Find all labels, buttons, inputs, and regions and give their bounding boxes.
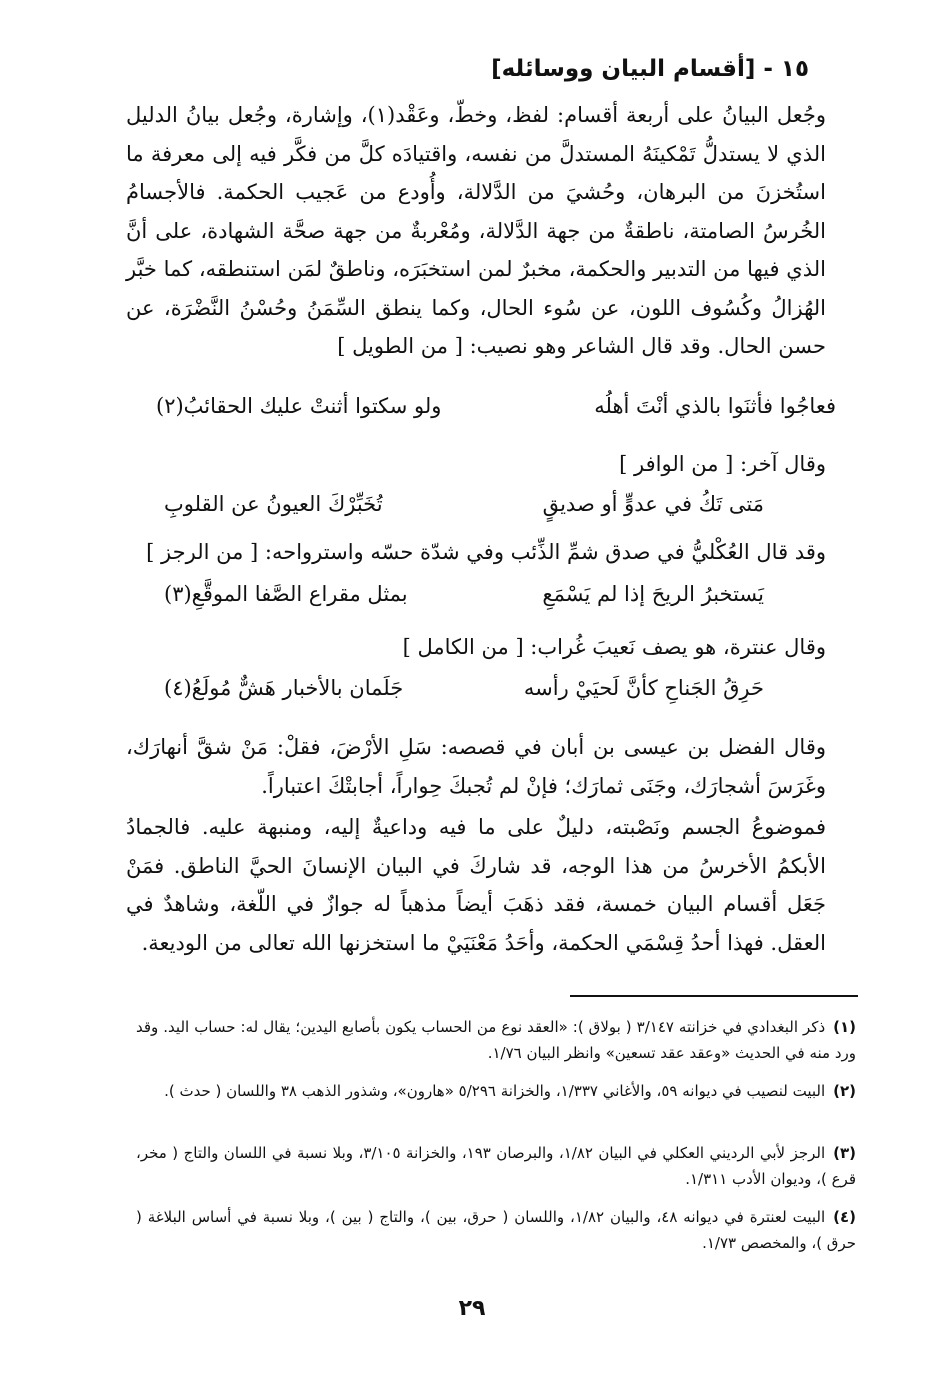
footnote-4 — [136, 1204, 856, 1256]
verse-4-first-hemistich: حَرِقُ الجَناحِ كأنَّ لَحيَيْ رأسه — [523, 676, 764, 700]
paragraph-1: وجُعل البيانُ على أربعة أقسام: لفظ، وخطّ، وعَقْد(١)، وإشارة، وجُعل بيانُ الدليل الذي لا يستدلُّ تَمْكينَهُ المستدلَّ من نفسه، واقتيادَه كلَّ من فكَّر فيه إلى معرفة ما استُخزنَ من البرهان، وحُشيَ من الدَّلالة، وأُودع من عَجيب الحكمة. فالأجسامُ الخُرسُ الصامتة، ناطقةٌ من جهة الدَّلالة، ومُعْربةٌ من جهة صحَّة الشهادة، على أنَّ الذي فيها من التدبير والحكمة، مخبرٌ لمن استخبَرَه، وناطقٌ لمَن استنطقه، كما خبَّر الهُزالُ وكُسُوف اللون، عن سُوء الحال، وكما ينطق السِّمَنُ وحُسْنُ النَّضْرَة، عن حسن الحال. وقد قال الشاعر وهو نصيب: [ من الطويل ] — [126, 103, 827, 358]
verse-2 — [164, 492, 764, 516]
verse-4-second-hemistich: جَلَمان بالأخبار هَشٌّ مُولَعُ(٤) — [164, 676, 404, 700]
intro-3: وقد قال العُكْليُّ في صدق شمِّ الذِّئب وفي شدّة حسّه واسترواحه: [ من الرجز ] — [146, 540, 826, 564]
paragraph-2: وقال الفضل بن عيسى بن أبان في قصصه: سَلِ الأرْضَ، فقلْ: مَنْ شقَّ أنهارَك، وغَرَسَ أشجارَك، وجَنَى ثمارَك؛ فإنْ لم تُجبكَ حِواراً، أجابتْكَ اعتباراً. — [126, 735, 826, 798]
verse-1-first-hemistich: فعاجُوا فأثنَوا بالذي أنْتَ أهلُه — [594, 394, 836, 418]
footnote-3-text: الرجز لأبي الرديني العكلي في البيان ١/٨٢، والبرصان ١٩٣، والخزانة ٣/١٠٥، وبلا نسبة في اللسان والتاج ( مخر، قرع )، وديوان الأدب ١/٣١١. — [136, 1144, 856, 1188]
intro-4: وقال عنترة، هو يصف نَعيبَ غُراب: [ من الكامل ] — [402, 635, 826, 659]
verse-4 — [164, 676, 764, 700]
paragraph-3: فموضوعُ الجسم ونَصْبته، دليلٌ على ما فيه وداعيةٌ إليه، ومنبهة عليه. فالجمادُ الأبكمُ الأخرسُ من هذا الوجه، قد شاركَ في البيان الإنسانَ الحيَّ الناطق. فمَنْ جَعَل أقسام البيان خمسة، فقد ذهَبَ أيضاً مذهباً له جوازٌ في اللّغة، وشاهدٌ في العقل. فهذا أحدُ قِسْمَي الحكمة، وأحَدُ مَعْنَيَيْ ما استخزنها الله تعالى من الوديعة. — [126, 815, 826, 955]
footnote-4-text: البيت لعنترة في ديوانه ٤٨، والبيان ١/٨٢، واللسان ( حرق، بين )، والتاج ( بين )، وبلا نسبة في أساس البلاغة ( حرق )، والمخصص ١/٧٣. — [136, 1208, 856, 1252]
page-number: ٢٩ — [458, 1296, 486, 1321]
footnote-1-text: ذكر البغدادي في خزانته ٣/١٤٧ ( بولاق ): «العقد نوع من الحساب يكون بأصابع اليدين؛ يقال له: حساب اليد. وقد ورد منه في الحديث «وعقد عقد تسعين» وانظر البيان ١/٧٦. — [136, 1018, 856, 1062]
footnote-1-number: (١) — [833, 1018, 856, 1036]
footnote-2-number: (٢) — [833, 1082, 856, 1100]
footnote-3-number: (٣) — [833, 1144, 857, 1162]
verse-2-first-hemistich: مَتى تَكُ في عدوٍّ أو صديقٍ — [542, 492, 764, 516]
footnote-1 — [136, 1014, 856, 1066]
footnote-2 — [136, 1078, 856, 1104]
verse-3-first-hemistich: يَستخبرُ الريحَ إذا لم يَسْمَعِ — [542, 582, 764, 606]
intro-2: وقال آخر: [ من الوافر ] — [619, 452, 826, 476]
verse-2-second-hemistich: تُخَبِّرْكَ العيونُ عن القلوبِ — [164, 492, 383, 516]
verse-3 — [164, 582, 764, 606]
footnote-4-number: (٤) — [833, 1208, 856, 1226]
verse-1 — [156, 394, 836, 418]
footnote-2-text: البيت لنصيب في ديوانه ٥٩، والأغاني ١/٣٣٧، والخزانة ٥/٢٩٦ «هارون»، وشذور الذهب ٣٨ واللسان ( حدث ). — [164, 1082, 826, 1100]
footnote-separator — [570, 995, 858, 997]
verse-1-second-hemistich: ولو سكتوا أثنتْ عليك الحقائبُ(٢) — [156, 394, 442, 418]
section-heading: ١٥ - [أقسام البيان ووسائله] — [491, 56, 809, 82]
footnote-3 — [136, 1140, 856, 1192]
verse-3-second-hemistich: بمثل مقراع الصَّفا الموقَّعِ(٣) — [164, 582, 408, 606]
